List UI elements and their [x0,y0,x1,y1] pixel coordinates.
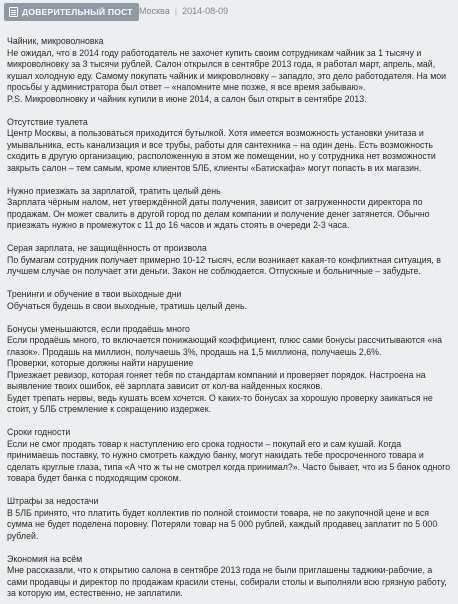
section-title: Штрафы за недостачи [7,496,99,506]
post-date: 2014-08-09 [182,6,229,16]
section-title: Отсутствие туалета [7,116,88,127]
section-paragraph: По бумагам сотрудник получает примерно 10-12 тысяч, если возникает какая-то конфликтная ситуация, в лучшем случае он получает эти деньги. Закон не соблюдается. Отпускные и больничные – забудьте. [7,254,441,276]
post-section [7,324,452,416]
section-paragraph: Не ожидал, что в 2014 году работодатель не захочет купить своим сотрудникам чайник за 1 тысячу и микроволновку за 3 тысячи рублей. Салон открылся в сентябре 2013 года, я работал март, апрель, май, кушал холодную еду. Самому покупать чайник и микроволновку – западло, это дело работодателя. На мои просьбы у администратора был ответ – «напомните мне позже, я все время забываю». [7,47,447,92]
post-type-badge[interactable] [4,3,139,21]
post-body [0,26,458,600]
post-section [7,117,452,175]
section-paragraph: P.S. Микроволновку и чайник купили в июне 2014, а салон был открыт в сентябре 2013. [7,93,367,104]
section-paragraph: В 5ЛБ принято, что платить будет коллектив по полной стоимости товара, не по закупочной цене и вся сумма не будет поделена поровну. Потеряли товар на 5 000 рублей, каждый продавец заплатит по 5 000 рублей. [7,507,438,541]
section-paragraph: Если продаёшь много, то включается понижающий коэффициент, плюс сами бонусы рассчитываются «на глазок». Продашь на миллион, получаешь 3%, продашь на 1,5 миллиона, получаешь 2,6%. [7,335,442,357]
section-title: Тренинги и обучение в твои выходные дни [7,289,182,299]
post-header [0,0,458,26]
post-city: Москва [139,6,170,16]
section-paragraph: Проверки, которые должны найти нарушение [7,358,194,368]
section-paragraph: Если не смог продать товар к наступлению его срока годности – покупай его и сам кушай. Когда принимаешь поставку, то нужно смотреть каждую банку, могут накидать тебе просроченного товара и сделать круглые глаза, типа «А что ж ты не смотрел когда принимал?». Часто бывает, что из 5 банок одного товара будет банка с подходящим сроком. [7,438,451,483]
section-title: Нужно приезжать за зарплатой, тратить целый день [7,185,221,196]
section-paragraph: Обучаться будешь в свои выходные, тратишь целый день. [7,300,247,311]
post-meta [139,6,228,16]
post-section [7,243,452,278]
section-paragraph: Центр Москвы, а пользоваться приходится бутылкой. Хотя имеется возможность установки унитаза и умывальника, есть канализация и все трубы, работы для сантехника – на один день. Есть возможность сходить в другую организацию, расположенную в этом же помещении, но у сотрудника нет возможности закрыть салон – тем самым, кроме клиентов 5ЛБ, клиенты «Батискафа» могут попасть в их магазин. [7,128,436,173]
section-title: Экономия на всём [7,553,83,564]
post-section [7,36,452,105]
post-section [7,496,452,542]
section-title: Бонусы уменьшаются, если продаёшь много [7,323,190,334]
section-paragraph: Мне рассказали, что к открытию салона в сентябре 2013 года не были приглашены таджики-рабочие, а сами продавцы и директор по продажам красили стены, собирали столы и выполняли всю грязную работу, за которую им, естественно, не заплатили. [7,565,447,598]
badge-label: ДОВЕРИТЕЛЬНЫЙ ПОСТ [22,7,133,17]
document-icon [9,7,18,17]
section-title: Сроки годности [7,427,71,437]
section-paragraph: Зарплата чёрным налом, нет утверждённой даты получения, зависит от загруженности директора по продажам. Он может свалить в другой город по делам компании и получение денег затянется. Обычно приезжать нужно в промежуток с 11 до 16 часов и ждать стоять в очереди 2-3 часа. [7,197,430,230]
post-section [7,186,452,232]
section-title: Серая зарплата, не защищённость от произвола [7,243,207,253]
post-section [7,554,452,600]
post-section [7,289,452,312]
meta-separator: | [174,6,178,16]
section-paragraph: Приезжает ревизор, которая гоняет тебя по стандартам компании и проверяет порядок. Настроена на выявление твоих ошибок, её зарплата зависит от кол-ва найденных косяков. [7,369,426,391]
section-paragraph: Будет трепать нервы, ведь кушать всем хочется. О каких-то бонусах за хорошую проверку заикаться не стоит, у 5ЛБ стремление к сокращению издержек. [7,392,433,414]
post-section [7,427,452,485]
section-title: Чайник, микроволновка [7,36,104,46]
